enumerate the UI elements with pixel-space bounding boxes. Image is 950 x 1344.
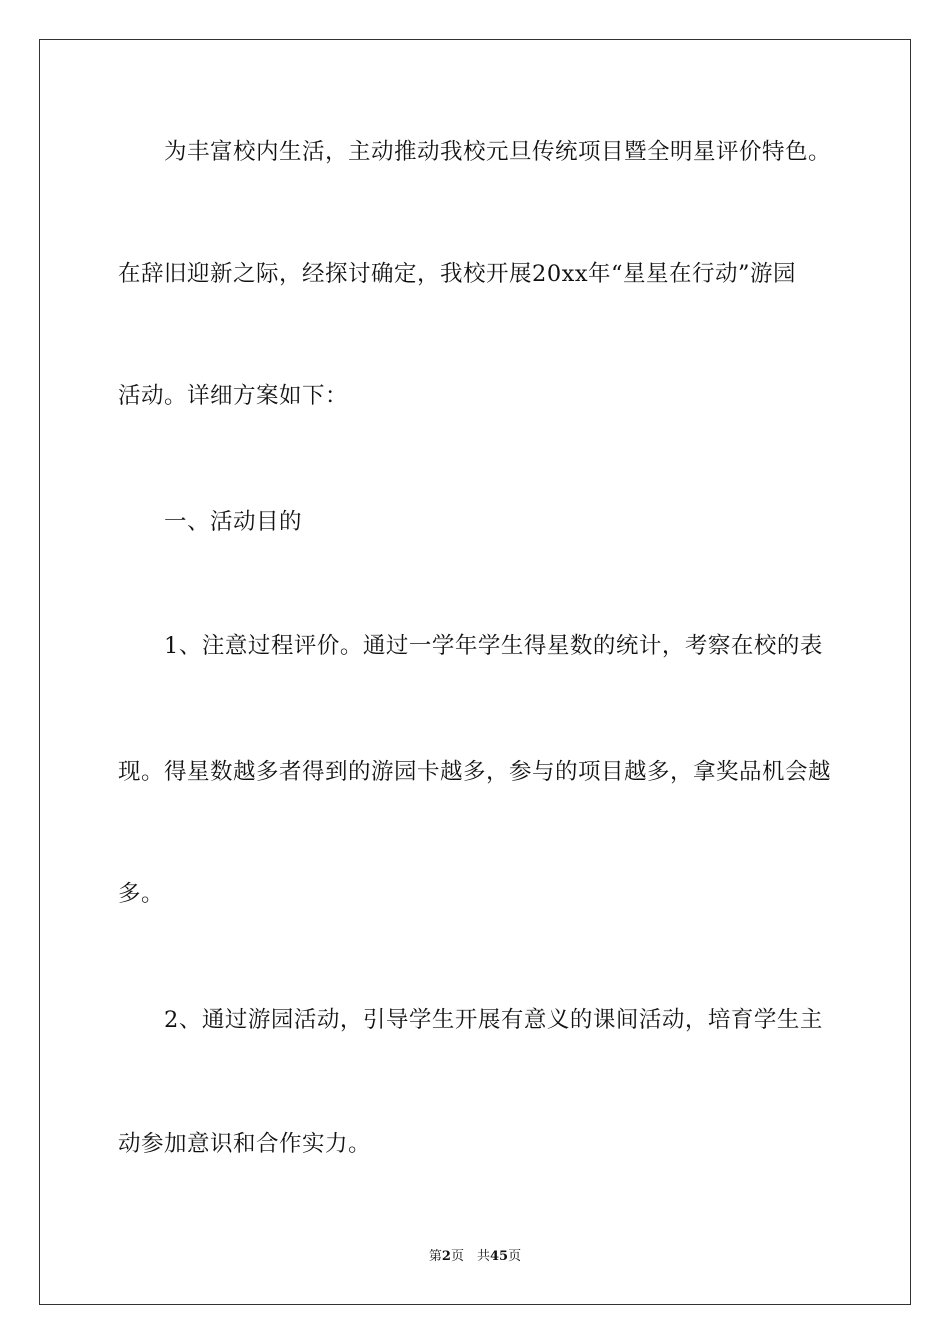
paragraph-line: 2、通过游园活动，引导学生开展有意义的课间活动，培育学生主 xyxy=(164,1007,823,1033)
paragraph-line: 动参加意识和合作实力。 xyxy=(118,1131,372,1157)
paragraph-line: 为丰富校内生活，主动推动我校元旦传统项目暨全明星评价特色。 xyxy=(164,139,832,165)
page-border xyxy=(39,39,911,1305)
footer-suffix: 页 xyxy=(508,1249,522,1264)
footer-prefix: 第 xyxy=(428,1249,442,1264)
paragraph-line: 1、注意过程评价。通过一学年学生得星数的统计，考察在校的表 xyxy=(164,633,823,659)
paragraph-line: 现。得星数越多者得到的游园卡越多，参与的项目越多，拿奖品机会越 xyxy=(118,759,832,785)
section-heading: 一、活动目的 xyxy=(164,509,303,535)
page-footer xyxy=(0,1249,950,1265)
total-page-count: 45 xyxy=(489,1249,509,1264)
paragraph-line: 在辞旧迎新之际，经探讨确定，我校开展20xx年“星星在行动”游园 xyxy=(118,261,797,287)
paragraph-line: 活动。详细方案如下： xyxy=(118,383,349,409)
paragraph-line: 多。 xyxy=(118,881,165,907)
footer-mid: 页 共 xyxy=(450,1249,490,1264)
current-page-number: 2 xyxy=(441,1249,451,1264)
